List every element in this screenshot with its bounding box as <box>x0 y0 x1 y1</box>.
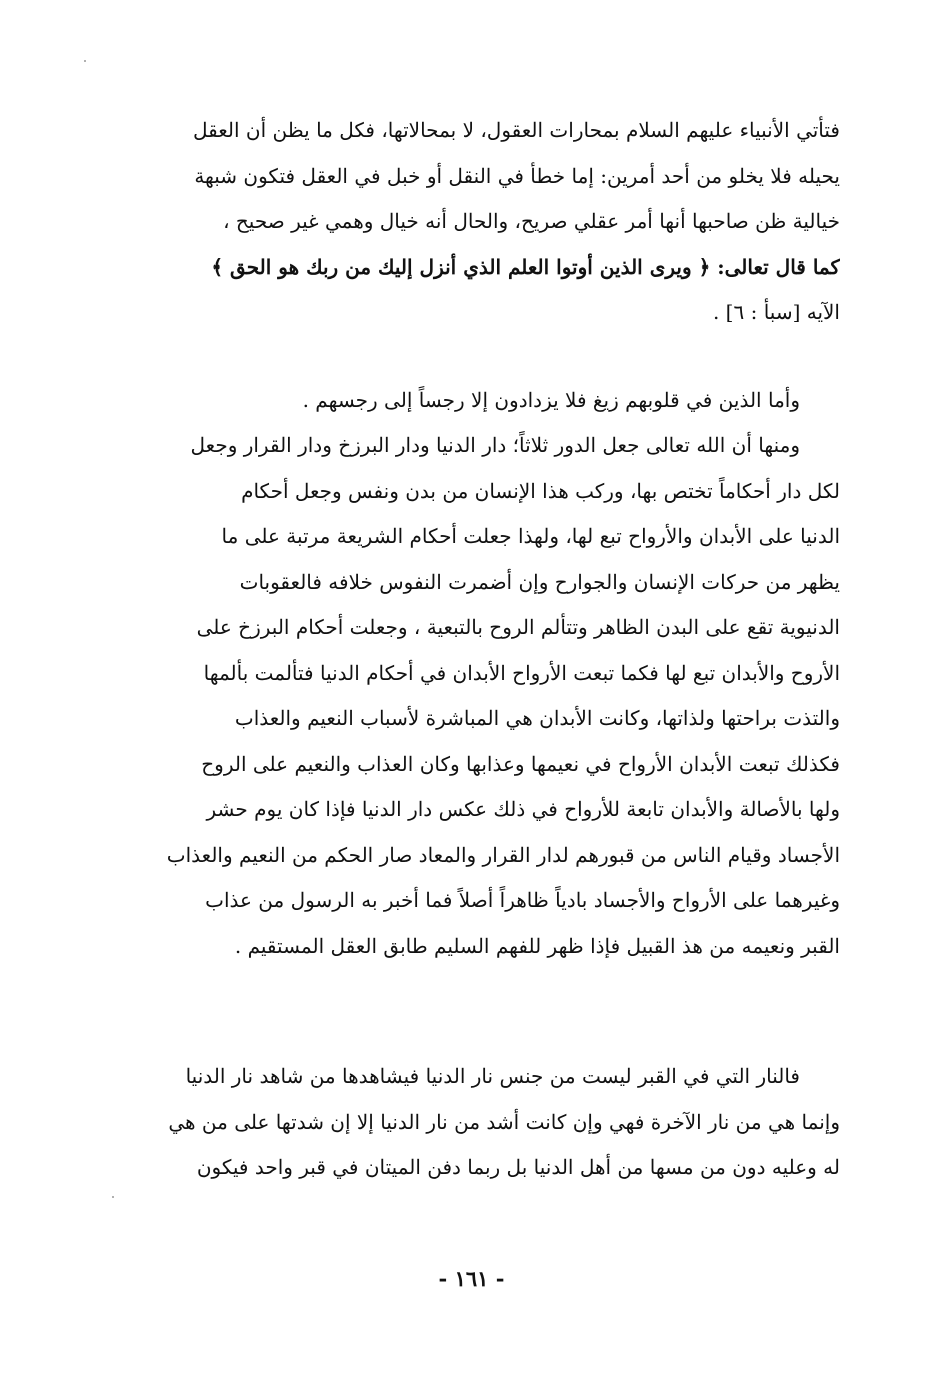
paragraph-4 <box>128 1054 840 1191</box>
text-line: يحيله فلا يخلو من أحد أمرين: إما خطأ في النقل أو خبل في العقل فتكون شبهة <box>194 163 840 188</box>
paragraph-1 <box>128 108 840 336</box>
text-line: ولها بالأصالة والأبدان تابعة للأرواح في ذلك عكس دار الدنيا فإذا كان يوم حشر <box>206 797 840 821</box>
paragraph-2 <box>128 378 840 424</box>
text-line: القبر ونعيمه من هذ القبيل فإذا ظهر للفهم السليم طابق العقل المستقيم . <box>234 933 840 958</box>
text-line: خيالية ظن صاحبها أنها أمر عقلي صريح، والحال أنه خيال وهمي غير صحيح ، <box>223 209 840 233</box>
paragraph-3 <box>128 423 840 969</box>
text-line: والتذت براحتها ولذاتها، وكانت الأبدان هي المباشرة لأسباب النعيم والعذاب <box>234 706 840 730</box>
text-line: لكل دار أحكاماً تختص بها، وركب هذا الإنسان من بدن ونفس وجعل أحكام <box>241 478 840 503</box>
text-line: فالنار التي في القبر ليست من جنس نار الدنيا فيشاهدها من شاهد نار الدنيا <box>185 1064 800 1088</box>
text-line: الدنيا على الأبدان والأرواح تبع لها، ولهذا جعلت أحكام الشريعة مرتبة على ما <box>221 524 840 548</box>
text-line: وغيرهما على الأرواح والأجساد بادياً ظاهراً أصلاً فما أخبر به الرسول من عذاب <box>205 888 840 912</box>
text-line: يظهر من حركات الإنسان والجوارح وإن أضمرت النفوس خلافه فالعقوبات <box>239 569 840 594</box>
text-line: فتأتي الأنبياء عليهم السلام بمحارات العقول، لا بمحالاتها، فكل ما يظن أن العقل <box>193 118 840 142</box>
text-line: فكذلك تبعت الأبدان الأرواح في نعيمها وعذابها وكان العذاب والنعيم على الروح <box>201 751 840 776</box>
text-line: الدنيوية تقع على البدن الظاهر وتتألم الروح بالتبعية ، وجعلت أحكام البرزخ على <box>196 615 840 639</box>
scan-speck <box>112 1196 114 1198</box>
quran-verse-line: كما قال تعالى: ﴿ ويرى الذين أوتوا العلم الذي أنزل إليك من ربك هو الحق ﴾ <box>211 254 840 279</box>
text-line: له وعليه دون من مسها من أهل الدنيا بل ربما دفن الميتان في قبر واحد فيكون <box>196 1155 840 1179</box>
scan-speck <box>84 60 86 62</box>
page-number: - ١٦١ - <box>438 1266 505 1291</box>
text-line: الأجساد وقيام الناس من قبورهم لدار القرار والمعاد صار الحكم من النعيم والعذاب <box>166 842 840 867</box>
verse-citation: الآيه [سبأ : ٦] . <box>712 300 840 324</box>
text-line: ومنها أن الله تعالى جعل الدور ثلاثاً؛ دار الدنيا ودار البرزخ ودار القرار وجعل <box>190 433 800 457</box>
text-line: وأما الذين في قلوبهم زيغ فلا يزدادون إلا رجساً إلى رجسهم . <box>302 388 800 412</box>
text-line: الأروح والأبدان تبع لها فكما تبعت الأرواح الأبدان في أحكام الدنيا فتألمت بألمها <box>203 660 840 685</box>
text-line: وإنما هي من نار الآخرة فهي وإن كانت أشد من نار الدنيا إلا إن شدتها على من هي <box>168 1109 840 1134</box>
